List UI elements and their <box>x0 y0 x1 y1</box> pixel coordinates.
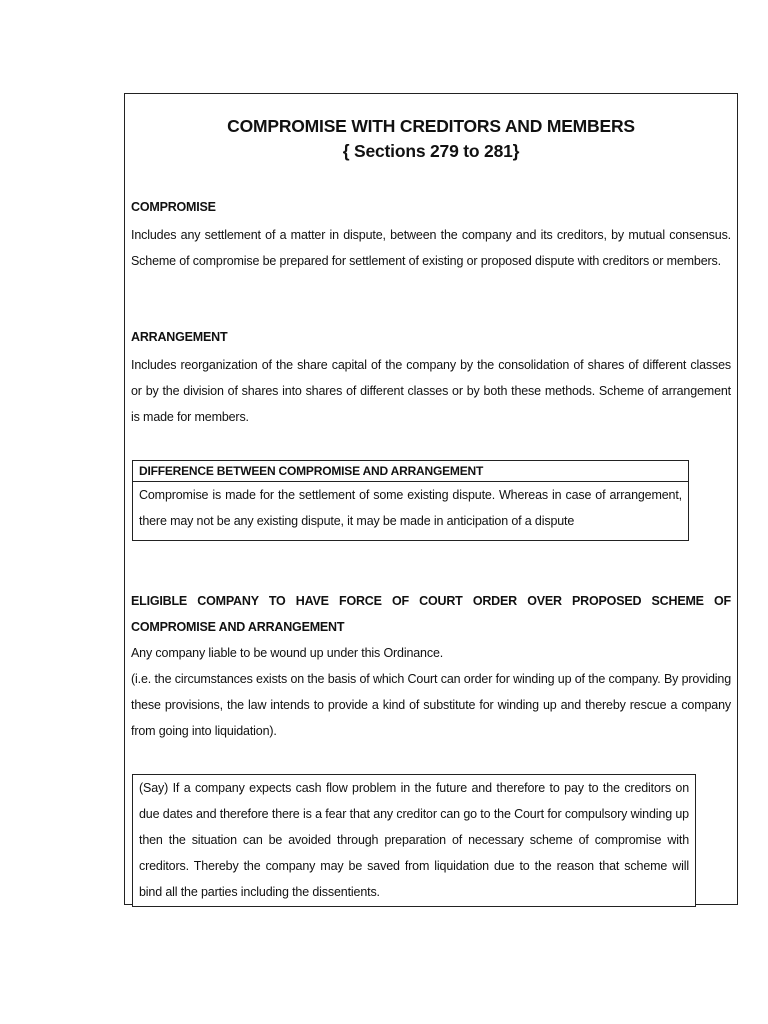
title-line-1: COMPROMISE WITH CREDITORS AND MEMBERS <box>227 116 635 136</box>
example-box <box>132 774 696 907</box>
difference-heading: DIFFERENCE BETWEEN COMPROMISE AND ARRANGEMENT <box>133 461 688 482</box>
difference-text: Compromise is made for the settlement of some existing dispute. Whereas in case of arrangement, there may not be any existing dispute, it may be made in anticipation of a dispute <box>139 488 682 528</box>
arrangement-heading: ARRANGEMENT <box>131 330 228 344</box>
eligible-heading: ELIGIBLE COMPANY TO HAVE FORCE OF COURT ORDER OVER PROPOSED SCHEME OF COMPROMISE AND ARRANGEMENT <box>131 594 731 634</box>
title-line-2: { Sections 279 to 281} <box>342 141 520 161</box>
eligible-paragraph: (i.e. the circumstances exists on the basis of which Court can order for winding up of the company. By providing these provisions, the law intends to provide a kind of substitute for winding up and thereby rescue a company from going into liquidation). <box>131 672 731 738</box>
document-page <box>124 93 738 905</box>
difference-box <box>132 460 689 541</box>
arrangement-paragraph: Includes reorganization of the share capital of the company by the consolidation of shares of different classes or by the division of shares into shares of different classes or by both these methods. Scheme of arrangement is made for members. <box>131 358 731 424</box>
compromise-paragraph: Includes any settlement of a matter in dispute, between the company and its creditors, by mutual consensus. Scheme of compromise be prepared for settlement of existing or proposed dispute with creditors or members. <box>131 228 731 268</box>
example-text: (Say) If a company expects cash flow problem in the future and therefore to pay to the creditors on due dates and therefore there is a fear that any creditor can go to the Court for compulsory winding up then the situation can be avoided through preparation of necessary scheme of compromise with creditors. Thereby the company may be saved from liquidation due to the reason that scheme will bind all the parties including the dissentients. <box>139 781 689 899</box>
eligible-line-1: Any company liable to be wound up under this Ordinance. <box>131 646 444 660</box>
compromise-heading: COMPROMISE <box>131 200 216 214</box>
document-title <box>125 114 737 164</box>
